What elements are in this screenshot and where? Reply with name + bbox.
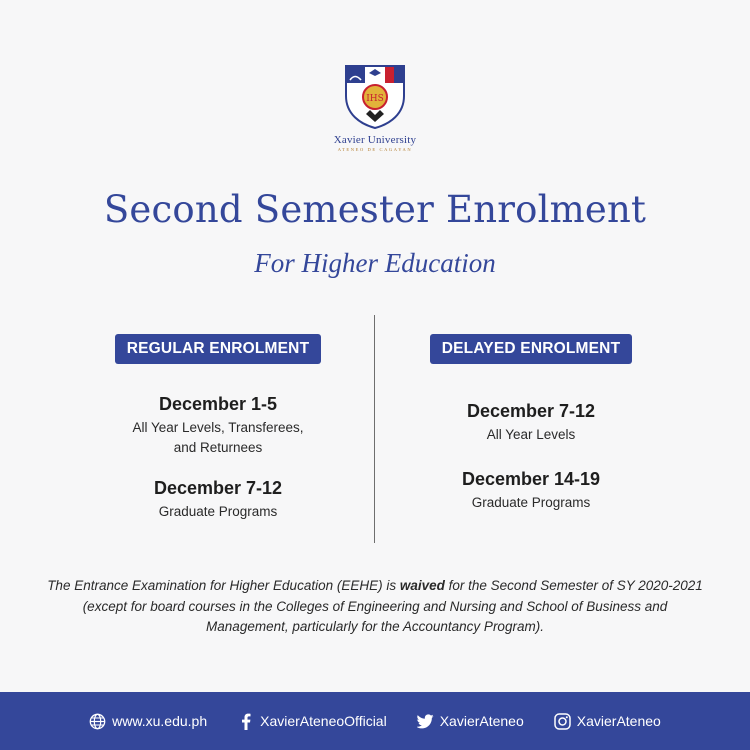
- schedule-description: All Year Levels, Transferees, and Returnees: [132, 420, 304, 455]
- note-text-before: The Entrance Examination for Higher Education (EEHE) is: [47, 578, 400, 593]
- page-subtitle: For Higher Education: [254, 248, 496, 278]
- website-link[interactable]: [89, 713, 207, 730]
- schedule-date: December 1-5: [158, 394, 278, 414]
- delayed-enrolment-column: [381, 334, 681, 513]
- website-text: www.xu.edu.ph: [112, 713, 208, 729]
- schedule-description: Graduate Programs: [471, 495, 591, 510]
- schedule-entry: [68, 478, 368, 522]
- twitter-link[interactable]: [417, 713, 524, 730]
- twitter-icon: [417, 713, 434, 730]
- globe-icon: [89, 713, 106, 730]
- schedule-date: December 7-12: [466, 401, 596, 421]
- footer-bar: [0, 692, 750, 750]
- page-title: Second Semester Enrolment: [103, 188, 647, 231]
- svg-text:IHS: IHS: [366, 94, 384, 104]
- instagram-icon: [554, 713, 571, 730]
- regular-enrolment-badge: REGULAR ENROLMENT: [115, 334, 322, 364]
- column-divider: [374, 315, 375, 543]
- university-tagline: ATENEO DE CAGAYAN: [337, 147, 413, 152]
- delayed-enrolment-badge: DELAYED ENROLMENT: [430, 334, 633, 364]
- schedule-entry: [68, 394, 368, 458]
- eehe-waiver-note: [40, 576, 710, 638]
- instagram-text: XavierAteneo: [576, 713, 661, 729]
- note-emphasis: waived: [399, 578, 445, 593]
- instagram-link[interactable]: [554, 713, 661, 730]
- university-logo: [0, 64, 750, 152]
- schedule-date: December 14-19: [461, 469, 601, 489]
- facebook-text: XavierAteneoOfficial: [260, 713, 387, 729]
- twitter-text: XavierAteneo: [439, 713, 524, 729]
- university-name: Xavier University: [333, 134, 417, 146]
- schedule-description: Graduate Programs: [158, 504, 278, 519]
- facebook-icon: [237, 713, 254, 730]
- regular-enrolment-column: [68, 334, 368, 522]
- schedule-date: December 7-12: [153, 478, 283, 498]
- schedule-description: All Year Levels: [486, 427, 576, 442]
- shield-crest-icon: [344, 64, 406, 130]
- note-text-after: for the Second Semester of SY 2020-2021 (except for board courses in the Colleges of Engineering and Nursing and School of Business and Management, particularly for the Accountancy Program).: [82, 578, 703, 634]
- facebook-link[interactable]: [237, 713, 387, 730]
- schedule-entry: [381, 401, 681, 445]
- schedule-entry: [381, 469, 681, 513]
